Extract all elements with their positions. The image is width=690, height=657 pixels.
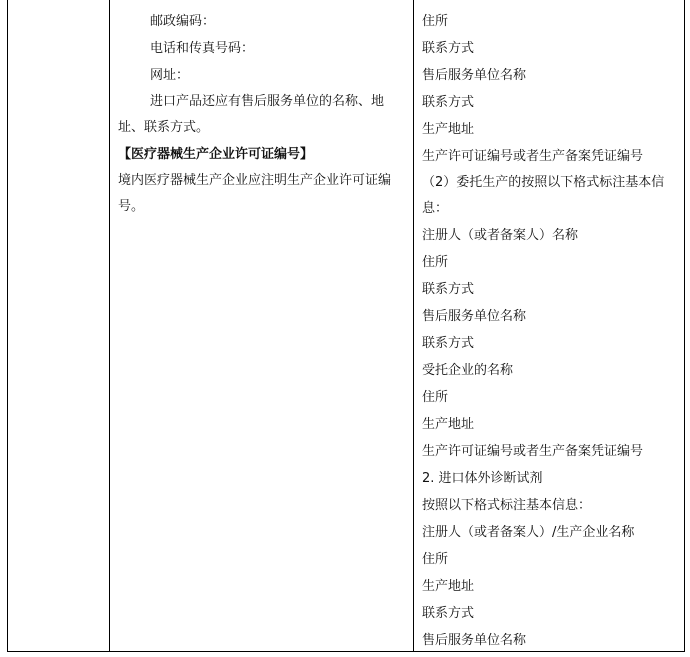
- right-line-20: 住所: [422, 552, 449, 567]
- right-line-15: 生产地址: [422, 417, 475, 432]
- column-blank: [8, 0, 109, 651]
- right-line-22: 联系方式: [422, 606, 475, 621]
- right-line-18: 按照以下格式标注基本信息：: [422, 498, 592, 513]
- right-line-4: 联系方式: [422, 95, 475, 110]
- right-line-21: 生产地址: [422, 579, 475, 594]
- right-line-12: 联系方式: [422, 336, 475, 351]
- right-line-1: 住所: [422, 14, 449, 29]
- left-paragraph-license-note: 境内医疗器械生产企业应注明生产企业许可证编号。: [118, 173, 392, 214]
- right-line-6: 生产许可证编号或者生产备案凭证编号: [422, 149, 644, 164]
- right-line-5: 生产地址: [422, 122, 475, 137]
- right-line-16: 生产许可证编号或者生产备案凭证编号: [422, 444, 644, 459]
- right-paragraph-entrusted: （2）委托生产的按照以下格式标注基本信息：: [422, 175, 665, 216]
- column-right-text: [414, 0, 686, 651]
- left-line-phone-fax: 电话和传真号码：: [150, 41, 255, 56]
- right-line-19: 注册人（或者备案人）/生产企业名称: [422, 525, 635, 540]
- right-line-17: 2. 进口体外诊断试剂: [422, 471, 543, 486]
- right-line-3: 售后服务单位名称: [422, 68, 527, 83]
- left-line-website: 网址：: [150, 68, 190, 83]
- right-line-23: 售后服务单位名称: [422, 633, 527, 648]
- right-line-14: 住所: [422, 390, 449, 405]
- right-line-11: 售后服务单位名称: [422, 309, 527, 324]
- content-table: [7, 0, 685, 652]
- right-line-10: 联系方式: [422, 282, 475, 297]
- right-line-9: 住所: [422, 255, 449, 270]
- left-line-postcode: 邮政编码：: [150, 14, 216, 29]
- right-line-13: 受托企业的名称: [422, 363, 514, 378]
- column-left-text: [110, 0, 413, 651]
- left-paragraph-import-service: 进口产品还应有售后服务单位的名称、地址、联系方式。: [118, 94, 385, 135]
- left-heading-license-number: 【医疗器械生产企业许可证编号】: [118, 147, 314, 162]
- right-line-8: 注册人（或者备案人）名称: [422, 228, 579, 243]
- right-line-2: 联系方式: [422, 41, 475, 56]
